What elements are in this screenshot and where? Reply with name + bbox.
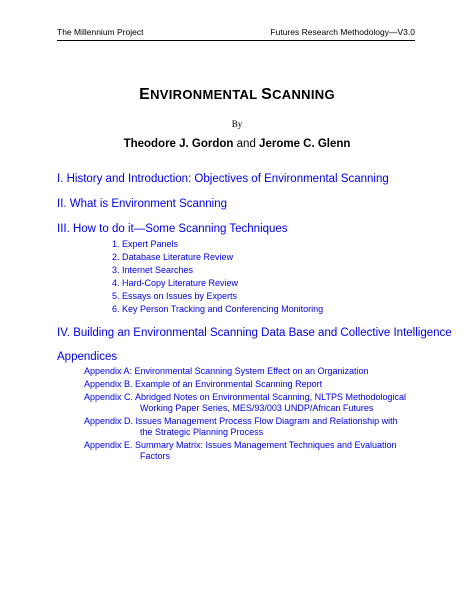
toc-technique-5-link[interactable]: 5. Essays on Issues by Experts: [112, 291, 238, 301]
toc-appendix-d-link[interactable]: [84, 416, 398, 438]
appendix-a-line1: Appendix A: Environmental Scanning System Effect on an Organization: [84, 366, 369, 376]
title-initial-s: S: [261, 86, 273, 103]
toc-technique-6-link[interactable]: 6. Key Person Tracking and Conferencing Monitoring: [112, 304, 324, 314]
title-part-b: CANNING: [272, 87, 335, 102]
toc-technique-1-link[interactable]: 1. Expert Panels: [112, 239, 179, 249]
toc-section-2-link[interactable]: II. What is Environment Scanning: [57, 198, 228, 210]
appendix-d-line2: the Strategic Planning Process: [140, 427, 264, 437]
toc-appendix-e-link[interactable]: [84, 440, 397, 462]
toc-section-3-link[interactable]: III. How to do it—Some Scanning Techniques: [57, 223, 288, 235]
appendix-c-line1: Appendix C. Abridged Notes on Environmental Scanning, NLTPS Methodological: [84, 392, 407, 402]
authors-line: [0, 138, 474, 150]
toc-technique-4-link[interactable]: 4. Hard-Copy Literature Review: [112, 278, 239, 288]
header-methodology-version: Futures Research Methodology—V3.0: [270, 27, 415, 37]
toc-appendix-a-link[interactable]: [84, 366, 369, 377]
title-part-a: NVIRONMENTAL: [150, 87, 262, 102]
document-title: [0, 86, 474, 104]
toc-appendix-c-link[interactable]: [84, 392, 406, 414]
header-project-name: The Millennium Project: [57, 27, 144, 37]
appendix-c-line2: Working Paper Series, MES/93/003 UNDP/African Futures: [140, 403, 374, 413]
title-initial-e: E: [139, 86, 151, 103]
author-glenn: Jerome C. Glenn: [259, 138, 351, 150]
appendix-d-line1: Appendix D. Issues Management Process Flow Diagram and Relationship with: [84, 416, 398, 426]
toc-technique-3-link[interactable]: 3. Internet Searches: [112, 265, 194, 275]
author-gordon: Theodore J. Gordon: [123, 138, 234, 150]
appendix-e-line1: Appendix E. Summary Matrix: Issues Management Techniques and Evaluation: [84, 440, 397, 450]
toc-appendix-b-link[interactable]: [84, 379, 322, 390]
toc-technique-2-link[interactable]: 2. Database Literature Review: [112, 252, 234, 262]
toc-appendices-link[interactable]: Appendices: [57, 351, 118, 363]
by-line: By: [231, 119, 243, 129]
appendix-e-line2: Factors: [140, 451, 171, 461]
appendix-b-line1: Appendix B. Example of an Environmental Scanning Report: [84, 379, 323, 389]
toc-section-1-link[interactable]: I. History and Introduction: Objectives of Environmental Scanning: [57, 173, 389, 185]
authors-and: and: [236, 138, 256, 150]
page-header: [57, 27, 415, 41]
toc-section-4-link[interactable]: IV. Building an Environmental Scanning Data Base and Collective Intelligence: [57, 327, 452, 339]
